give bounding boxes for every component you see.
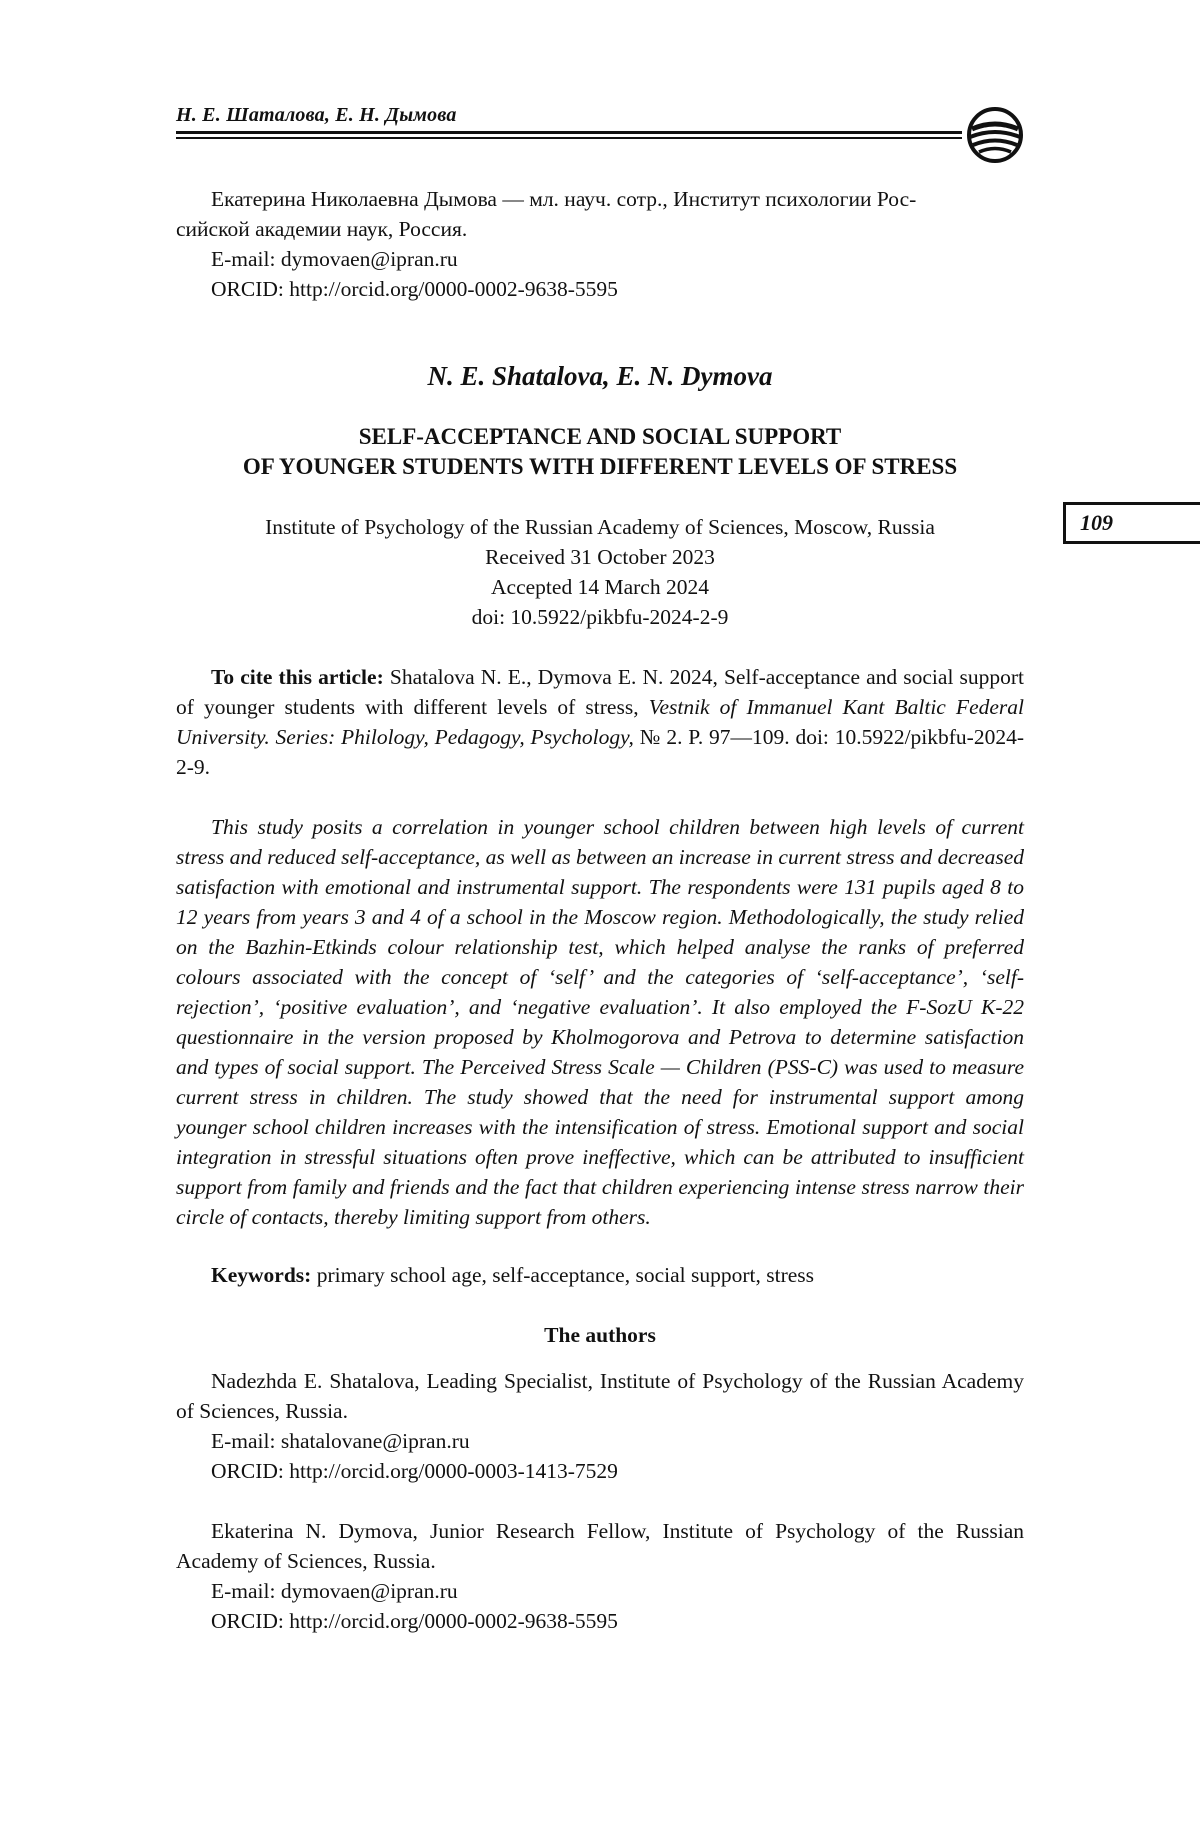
abstract: This study posits a correlation in younger school children between high levels of current stress and reduced self-acceptance, as well as between an increase in current stress and decreased satisfaction with emotional and instrumental support. The respondents were 131 pupils aged 8 to 12 years from years 3 and 4 of a school in the Moscow region. Methodologically, the study relied on the Bazhin-Etkinds colour relationship test, which helped analyse the ranks of preferred colours associated with the concept of ‘self’ and the categories of ‘self-acceptance’, ‘self-rejection’, ‘positive evaluation’, and ‘negative evaluation’. It also employed the F-SozU K-22 questionnaire in the version proposed by Kholmogorova and Petrova to determine satisfaction and types of social support. The Perceived Stress Scale — Children (PSS-C) was used to measure current stress in children. The study showed that the need for instrumental support among younger school children increases with the intensification of stress. Emotional support and social integration in stressful situations often prove ineffective, which can be attributed to insufficient support from family and friends and the fact that children experiencing intense stress narrow their circle of contacts, thereby limiting support from others. xyxy=(176,815,1024,1229)
author1-email: E-mail: shatalovane@ipran.ru xyxy=(211,1429,470,1453)
keywords xyxy=(176,1260,1024,1290)
author1-text: Nadezhda E. Shatalova, Leading Specialist, Institute of Psychology of the Russian Academy of Sciences, Russia. xyxy=(176,1369,1024,1423)
title-line-1: SELF-ACCEPTANCE AND SOCIAL SUPPORT xyxy=(358,424,842,449)
page-number: 109 xyxy=(1063,502,1200,544)
cite-text: Shatalova N. E., Dymova E. N. 2024, Self-acceptance and social support of younger students with different levels of stress, xyxy=(176,665,1025,719)
ru-author-line1: Екатерина Николаевна Дымова — мл. науч. сотр., Институт психологии Рос- xyxy=(211,187,917,211)
title-line-2: OF YOUNGER STUDENTS WITH DIFFERENT LEVELS OF STRESS xyxy=(242,454,958,479)
cite-journal: Vestnik of Immanuel Kant Baltic Federal University. Series: Philology, Pedagogy, Psychology, xyxy=(176,695,1024,749)
received-date: Received 31 October 2023 xyxy=(485,545,715,569)
journal-wave-logo-icon xyxy=(964,105,1026,165)
running-head: Н. Е. Шаталова, Е. Н. Дымова xyxy=(176,104,457,126)
header-rule-thin xyxy=(176,137,962,139)
ru-author-orcid: ORCID: http://orcid.org/0000-0002-9638-5595 xyxy=(211,277,618,301)
author1-block xyxy=(176,1366,1024,1486)
doi: doi: 10.5922/pikbfu-2024-2-9 xyxy=(471,605,729,629)
authors-heading-text: The authors xyxy=(544,1323,656,1347)
citation xyxy=(176,662,1024,782)
authors-en: N. E. Shatalova, E. N. Dymova xyxy=(427,361,773,391)
article-title xyxy=(176,422,1024,482)
affiliation: Institute of Psychology of the Russian Academy of Sciences, Moscow, Russia xyxy=(265,515,935,539)
keywords-text: primary school age, self-acceptance, social support, stress xyxy=(316,1263,815,1287)
keywords-label: Keywords: xyxy=(211,1263,312,1287)
ru-author-block xyxy=(176,184,1024,304)
cite-label: To cite this article: xyxy=(211,665,384,689)
author2-orcid: ORCID: http://orcid.org/0000-0002-9638-5595 xyxy=(211,1609,618,1633)
author2-text: Ekaterina N. Dymova, Junior Research Fellow, Institute of Psychology of the Russian Academy of Sciences, Russia. xyxy=(176,1519,1024,1573)
accepted-date: Accepted 14 March 2024 xyxy=(491,575,709,599)
header-rule-thick xyxy=(176,131,962,134)
ru-author-line2: сийской академии наук, Россия. xyxy=(176,217,468,241)
author2-email: E-mail: dymovaen@ipran.ru xyxy=(211,1579,458,1603)
affiliation-block xyxy=(176,512,1024,632)
authors-heading xyxy=(176,1320,1024,1350)
ru-author-email: E-mail: dymovaen@ipran.ru xyxy=(211,247,458,271)
author1-orcid: ORCID: http://orcid.org/0000-0003-1413-7529 xyxy=(211,1459,618,1483)
cite-tail: № 2. P. 97—109. doi: 10.5922/pikbfu-2024-2-9. xyxy=(176,725,1024,779)
author2-block xyxy=(176,1516,1024,1636)
